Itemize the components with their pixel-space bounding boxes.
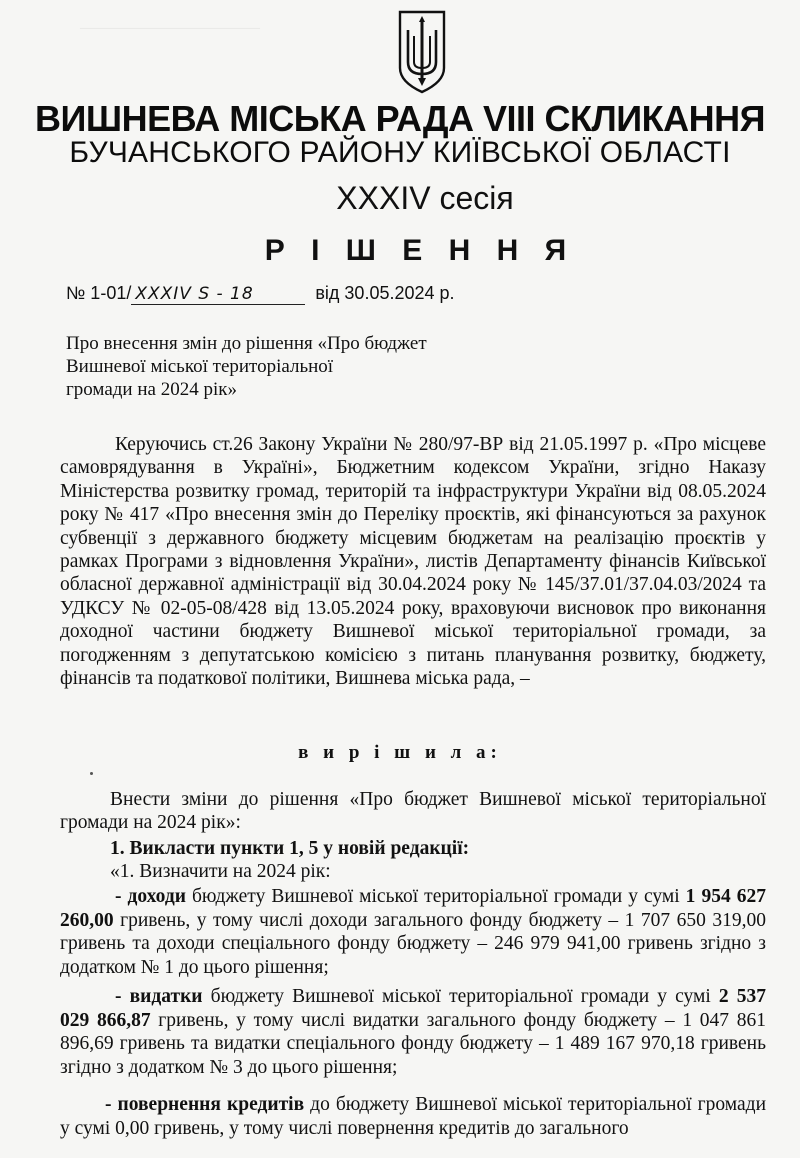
subject-line: Вишневої міської територіальної <box>66 356 334 377</box>
decided-heading: в и р і ш и л а: <box>298 742 502 763</box>
expense-text: гривень, у тому числі видатки загального фонду бюджету – 1 047 861 896,69 гривень та видатки спеціального фонду бюджету – 1 489 167 970,18 гривень згідно з додатком № 3 до цього рішення; <box>60 1009 766 1078</box>
expense-total: 2 537 029 866,87 <box>60 986 767 1031</box>
council-district: БУЧАНСЬКОГО РАЙОНУ КИЇВСЬКОЇ ОБЛАСТІ <box>69 136 731 169</box>
bleed-through-text: ———————————— <box>80 20 260 36</box>
income-label: - доходи <box>115 886 186 907</box>
expense-text: бюджету Вишневої міської територіальної громади у сумі <box>202 986 719 1007</box>
decision-subject <box>66 332 427 401</box>
credit-label: - повернення кредитів <box>105 1094 305 1115</box>
income-paragraph <box>60 885 766 979</box>
expense-paragraph <box>60 985 766 1079</box>
handwritten-number: XXXIV S - 18 <box>131 284 305 305</box>
document-title: Р І Ш Е Н Н Я <box>264 234 576 267</box>
stray-mark <box>90 772 93 775</box>
point-1-subheading: «1. Визначити на 2024 рік: <box>110 861 331 882</box>
coat-of-arms-icon <box>396 8 448 96</box>
income-text: гривень, у тому числі доходи загального фонду бюджету – 1 707 650 319,00 гривень та доходи спеціального фонду бюджету – 246 979 941,00 гривень згідно з додатком № 1 до цього рішення; <box>60 909 766 978</box>
subject-line: Про внесення змін до рішення «Про бюджет <box>66 333 427 354</box>
point-1-heading: 1. Викласти пункти 1, 5 у новій редакції: <box>110 838 470 859</box>
expense-label: - видатки <box>115 986 203 1007</box>
decision-number-prefix: № 1-01/ <box>66 283 132 303</box>
decision-number-line <box>66 283 455 305</box>
credit-text: до бюджету Вишневої міської територіальної громади у сумі 0,00 гривень, у тому числі повернення кредитів до загального <box>60 1094 767 1139</box>
subject-line: громади на 2024 рік» <box>66 379 237 400</box>
income-text: бюджету Вишневої міської територіальної громади у сумі <box>185 886 686 907</box>
income-total: 1 954 627 260,00 <box>60 886 766 931</box>
session-label: XXXIV сесія <box>336 180 514 216</box>
council-name: ВИШНЕВА МІСЬКА РАДА VIII СКЛИКАННЯ <box>35 98 765 139</box>
credit-paragraph <box>60 1093 766 1140</box>
intro-paragraph: Внести зміни до рішення «Про бюджет Вишневої міської територіальної громади на 2024 рік»: <box>60 789 766 834</box>
preamble-paragraph: Керуючись ст.26 Закону України № 280/97-ВР від 21.05.1997 р. «Про місцеве самоврядування в Україні», Бюджетним кодексом України, згідно Наказу Міністерства розвитку громад, територій та інфраструктури України від 08.05.2024 року № 417 «Про внесення змін до Переліку проєктів, які фінансуються за рахунок субвенції з державного бюджету місцевим бюджетам на реалізацію проєктів у рамках Програми з відновлення України», листів Департаменту фінансів Київської обласної державної адміністрації від 30.04.2024 року № 145/37.01/37.04.03/2024 та УДКСУ № 02-05-08/428 від 13.05.2024 року, враховуючи висновок про виконання доходної частини бюджету Вишневої міської територіальної громади, за погодженням з депутатською комісією з питань планування розвитку, бюджету, фінансів та податкової політики, Вишнева міська рада, – <box>60 434 766 690</box>
decision-date: від 30.05.2024 р. <box>315 283 455 303</box>
